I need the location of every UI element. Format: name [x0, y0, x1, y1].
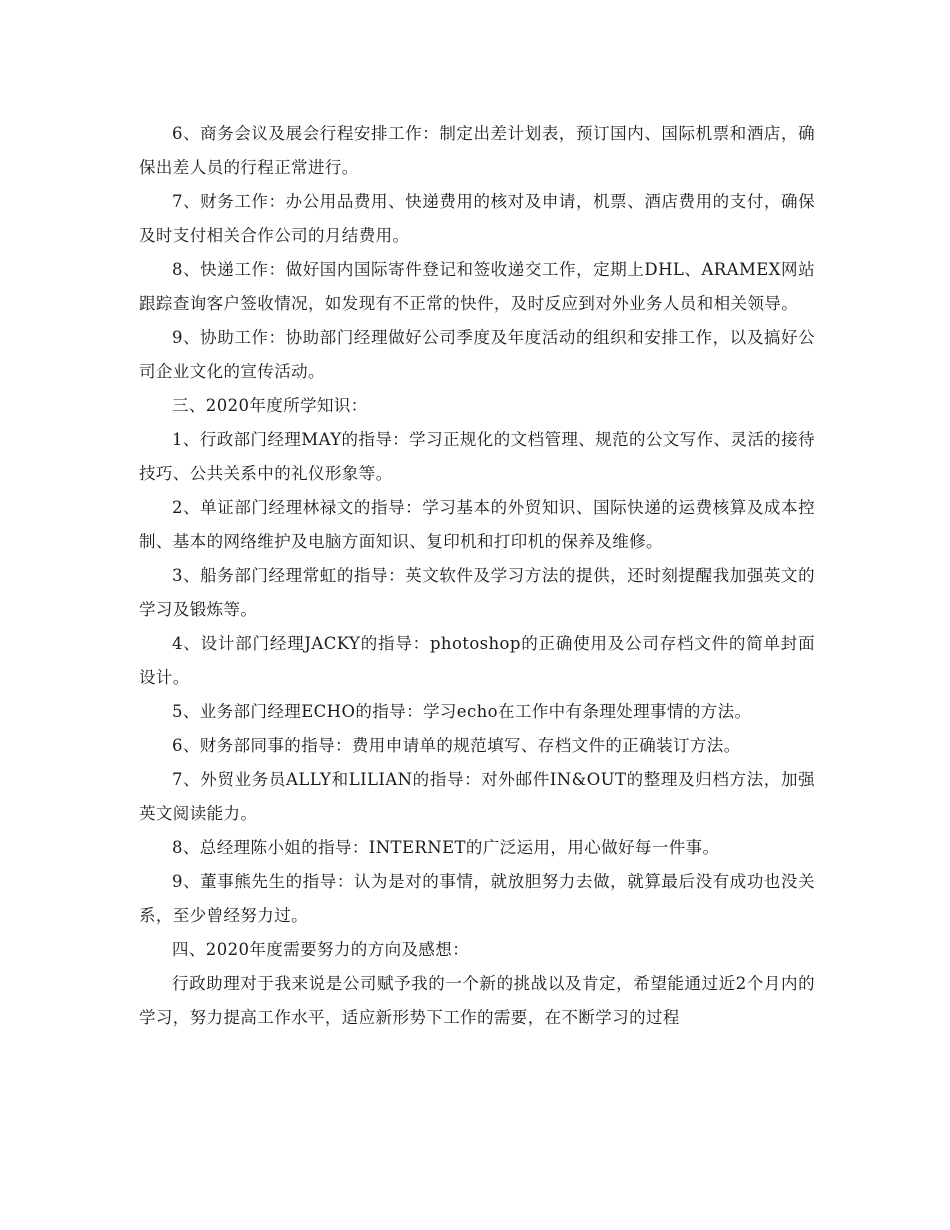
- paragraph-business-travel: 6、商务会议及展会行程安排工作：制定出差计划表，预订国内、国际机票和酒店，确保出差人员的行程正常进行。: [139, 124, 815, 177]
- paragraph-admin-manager: 1、行政部门经理MAY的指导：学习正规化的文档管理、规范的公文写作、灵活的接待技巧、公共关系中的礼仪形象等。: [139, 430, 815, 483]
- paragraph-reflection: 行政助理对于我来说是公司赋予我的一个新的挑战以及肯定，希望能通过近2个月内的学习，努力提高工作水平，适应新形势下工作的需要，在不断学习的过程: [139, 974, 815, 1027]
- paragraph-design-manager: 4、设计部门经理JACKY的指导：photoshop的正确使用及公司存档文件的简单封面设计。: [139, 634, 815, 687]
- paragraph-assist-work: 9、协助工作：协助部门经理做好公司季度及年度活动的组织和安排工作，以及搞好公司企业文化的宣传活动。: [139, 328, 815, 381]
- paragraph-sales-manager: 5、业务部门经理ECHO的指导：学习echo在工作中有条理处理事情的方法。: [172, 702, 752, 721]
- paragraph-trade-staff: 7、外贸业务员ALLY和LILIAN的指导：对外邮件IN&OUT的整理及归档方法，加强英文阅读能力。: [139, 770, 815, 823]
- paragraph-shipping-manager: 3、船务部门经理常虹的指导：英文软件及学习方法的提供，还时刻提醒我加强英文的学习及锻炼等。: [139, 566, 815, 619]
- paragraph-documents-manager: 2、单证部门经理林禄文的指导：学习基本的外贸知识、国际快递的运费核算及成本控制、基本的网络维护及电脑方面知识、复印机和打印机的保养及维修。: [139, 498, 815, 551]
- paragraph-finance-work: 7、财务工作：办公用品费用、快递费用的核对及申请，机票、酒店费用的支付，确保及时支付相关合作公司的月结费用。: [139, 192, 815, 245]
- paragraph-general-manager: 8、总经理陈小姐的指导：INTERNET的广泛运用，用心做好每一件事。: [172, 838, 720, 857]
- section-heading-direction: 四、2020年度需要努力的方向及感想：: [172, 940, 470, 959]
- document-body: [139, 117, 815, 1035]
- section-heading-knowledge: 三、2020年度所学知识：: [172, 396, 368, 415]
- paragraph-director: 9、董事熊先生的指导：认为是对的事情，就放胆努力去做，就算最后没有成功也没关系，至少曾经努力过。: [139, 872, 815, 925]
- paragraph-express-work: 8、快递工作：做好国内国际寄件登记和签收递交工作，定期上DHL、ARAMEX网站跟踪查询客户签收情况，如发现有不正常的快件，及时反应到对外业务人员和相关领导。: [139, 260, 815, 313]
- paragraph-finance-colleague: 6、财务部同事的指导：费用申请单的规范填写、存档文件的正确装订方法。: [172, 736, 741, 755]
